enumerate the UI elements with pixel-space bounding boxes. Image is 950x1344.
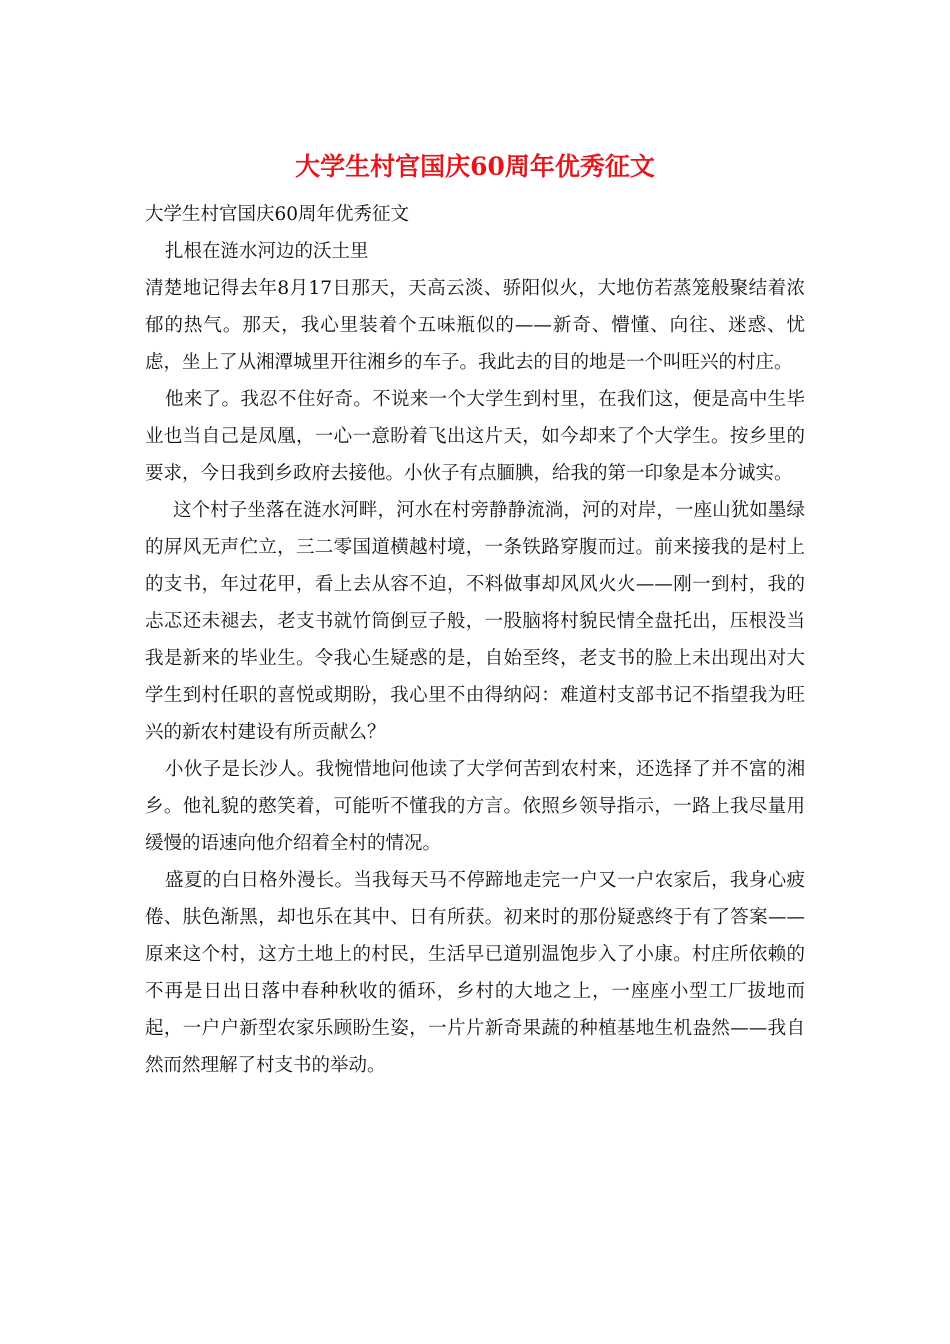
document-body bbox=[145, 196, 805, 1084]
document-subtitle: 大学生村官国庆60周年优秀征文 bbox=[145, 204, 410, 225]
paragraph: 这个村子坐落在涟水河畔，河水在村旁静静流淌，河的对岸，一座山犹如墨绿的屏风无声伫立，三二零国道横越村境，一条铁路穿腹而过。前来接我的是村上的支书，年过花甲，看上去从容不迫，不料做事却风风火火——刚一到村，我的忐忑还未褪去，老支书就竹筒倒豆子般，一股脑将村貌民情全盘托出，压根没当我是新来的毕业生。令我心生疑惑的是，自始至终，老支书的脸上未出现出对大学生到村任职的喜悦或期盼，我心里不由得纳闷：难道村支部书记不指望我为旺兴的新农村建设有所贡献么？ bbox=[145, 500, 805, 743]
paragraph: 清楚地记得去年8月17日那天，天高云淡、骄阳似火，大地仿若蒸笼般聚结着浓郁的热气。那天，我心里装着个五味瓶似的——新奇、懵懂、向往、迷惑、忧虑，坐上了从湘潭城里开往湘乡的车子。我此去的目的地是一个叫旺兴的村庄。 bbox=[145, 278, 805, 373]
paragraph: 小伙子是长沙人。我惋惜地问他读了大学何苦到农村来，还选择了并不富的湘乡。他礼貌的憨笑着，可能听不懂我的方言。依照乡领导指示，一路上我尽量用缓慢的语速向他介绍着全村的情况。 bbox=[145, 759, 805, 854]
paragraph: 他来了。我忍不住好奇。不说来一个大学生到村里，在我们这，便是高中生毕业也当自己是凤凰，一心一意盼着飞出这片天，如今却来了个大学生。按乡里的要求，今日我到乡政府去接他。小伙子有点腼腆，给我的第一印象是本分诚实。 bbox=[145, 389, 805, 484]
document-title: 大学生村官国庆60周年优秀征文 bbox=[295, 152, 655, 181]
section-heading: 扎根在涟水河边的沃土里 bbox=[165, 241, 369, 262]
paragraph: 盛夏的白日格外漫长。当我每天马不停蹄地走完一户又一户农家后，我身心疲倦、肤色渐黑，却也乐在其中、日有所获。初来时的那份疑惑终于有了答案——原来这个村，这方土地上的村民，生活早已道别温饱步入了小康。村庄所依赖的不再是日出日落中春种秋收的循环，乡村的大地之上，一座座小型工厂拔地而起，一户户新型农家乐顾盼生姿，一片片新奇果蔬的种植基地生机盎然——我自然而然理解了村支书的举动。 bbox=[145, 870, 805, 1076]
